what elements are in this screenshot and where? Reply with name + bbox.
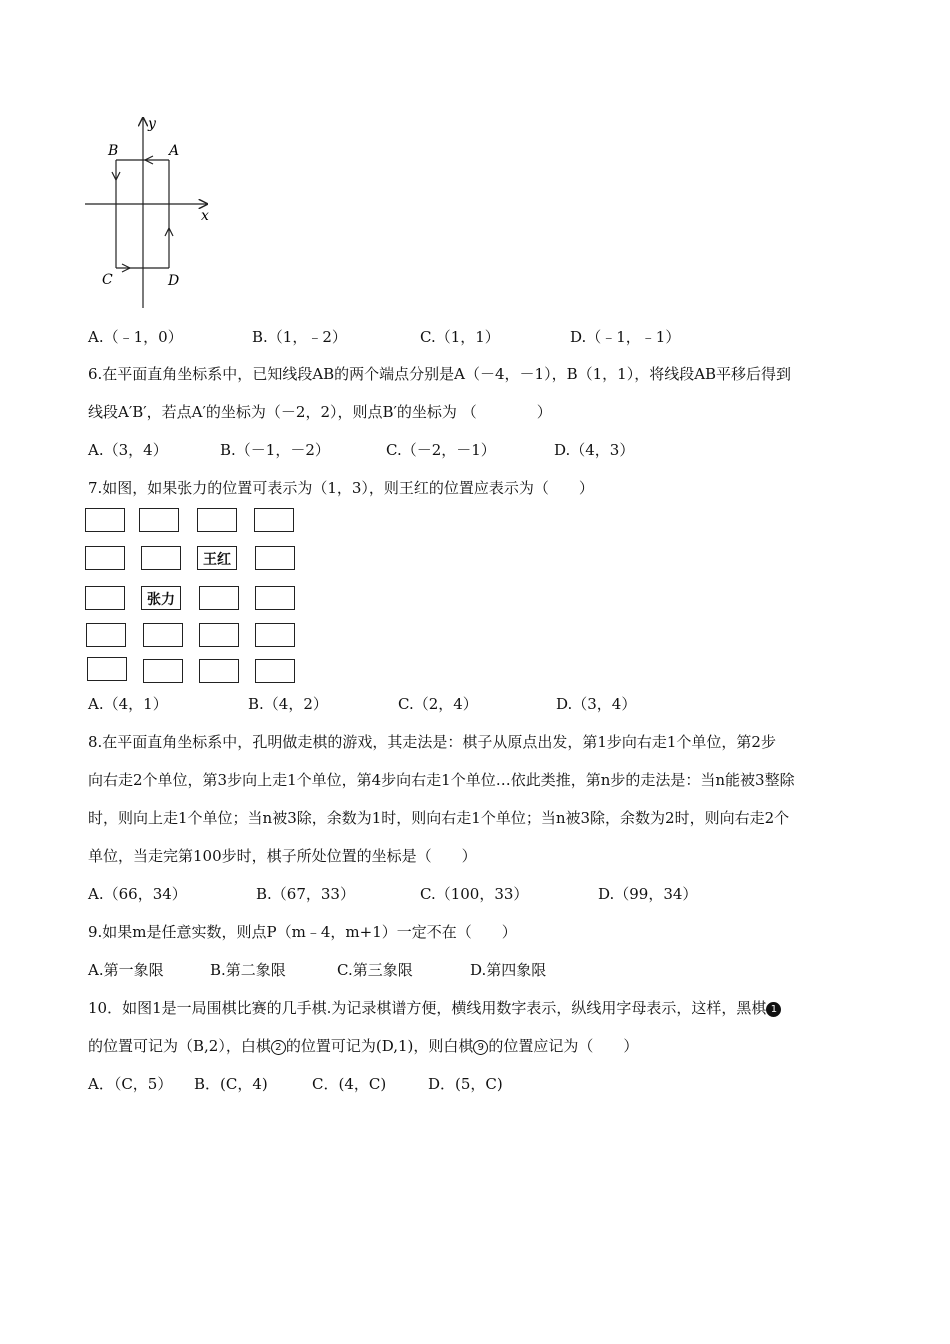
q10-option-b: B．(C，4) [194, 1075, 268, 1093]
q7-option-d: D.（3，4） [556, 695, 637, 713]
q8-option-c: C.（100，33） [420, 885, 529, 903]
q6-option-d: D.（4，3） [554, 441, 635, 459]
seat-label: 张力 [147, 591, 175, 608]
q10-text: 的位置可记为(D,1)，则白棋 [285, 1037, 474, 1055]
q6-text-line2: 线段A′B′，若点A′的坐标为（－2，2），则点B′的坐标为 （ ） [88, 403, 552, 421]
seat [85, 546, 125, 570]
black-stone-icon: 1 [766, 1002, 781, 1017]
q5-option-c: C.（1，1） [420, 328, 500, 346]
q9-option-b: B.第二象限 [210, 961, 286, 979]
seat [86, 623, 126, 647]
q6-option-b: B.（－1，－2） [220, 441, 330, 459]
seat [85, 586, 125, 610]
q6-option-c: C.（－2，－1） [386, 441, 496, 459]
q5-option-d: D.（﹣1，﹣1） [570, 328, 681, 346]
q9-option-d: D.第四象限 [470, 961, 547, 979]
q10-text: 的位置应记为（ ） [488, 1037, 639, 1055]
seat [197, 508, 237, 532]
seat [139, 508, 179, 532]
q8-option-d: D.（99，34） [598, 885, 698, 903]
seat [87, 657, 127, 681]
q6-text-line1: 6.在平面直角坐标系中，已知线段AB的两个端点分别是A（－4，－1），B（1，1），将线段AB平移后得到 [88, 365, 792, 383]
seat-wanghong [197, 546, 237, 570]
q10-option-c: C．(4，C) [312, 1075, 387, 1093]
seat [254, 508, 294, 532]
seat [255, 546, 295, 570]
q8-text-line4: 单位，当走完第100步时，棋子所处位置的坐标是（ ） [88, 847, 477, 865]
q9-text-line1: 9.如果m是任意实数，则点P（m﹣4，m+1）一定不在（ ） [88, 923, 517, 941]
seat [255, 659, 295, 683]
q10-text-line1 [88, 998, 781, 1018]
q9-option-c: C.第三象限 [337, 961, 413, 979]
seat-label: 王红 [203, 551, 231, 568]
q8-text-line1: 8.在平面直角坐标系中，孔明做走棋的游戏，其走法是：棋子从原点出发，第1步向右走1个单位，第2步 [88, 733, 776, 751]
q10-option-d: D．(5，C) [428, 1075, 503, 1093]
q10-option-a: A．（C，5） [88, 1075, 173, 1093]
seat [143, 659, 183, 683]
q7-option-c: C.（2，4） [398, 695, 478, 713]
q10-text: 10．如图1是一局围棋比赛的几手棋.为记录棋谱方便，横线用数字表示，纵线用字母表示，这样，黑棋 [88, 999, 767, 1017]
white-stone-icon: 9 [473, 1040, 488, 1055]
q5-option-a: A.（﹣1，0） [88, 328, 183, 346]
q10-text-line2 [88, 1036, 638, 1056]
q8-option-b: B.（67，33） [256, 885, 355, 903]
white-stone-icon: 2 [271, 1040, 286, 1055]
q5-option-b: B.（1，﹣2） [252, 328, 347, 346]
q7-option-b: B.（4，2） [248, 695, 328, 713]
y-axis-label: y [148, 116, 156, 132]
x-axis-label: x [201, 208, 209, 224]
coordinate-path-figure [80, 112, 220, 317]
point-a-label: A [169, 143, 180, 159]
seat [255, 623, 295, 647]
seat [199, 586, 239, 610]
seat-zhangli [141, 586, 181, 610]
q7-text-line1: 7.如图，如果张力的位置可表示为（1，3），则王红的位置应表示为（ ） [88, 479, 594, 497]
seat [85, 508, 125, 532]
q9-option-a: A.第一象限 [88, 961, 164, 979]
seat [143, 623, 183, 647]
q8-text-line2: 向右走2个单位，第3步向上走1个单位，第4步向右走1个单位…依此类推，第n步的走法是：当n能被3整除 [88, 771, 795, 789]
seat [255, 586, 295, 610]
point-b-label: B [108, 143, 119, 159]
q7-option-a: A.（4，1） [88, 695, 168, 713]
q10-text: 的位置可记为（B,2），白棋 [88, 1037, 271, 1055]
seat [199, 623, 239, 647]
seat [199, 659, 239, 683]
point-d-label: D [168, 273, 180, 289]
q8-text-line3: 时，则向上走1个单位；当n被3除，余数为1时，则向右走1个单位；当n被3除，余数为2时，则向右走2个 [88, 809, 790, 827]
q6-option-a: A.（3，4） [88, 441, 168, 459]
seat [141, 546, 181, 570]
q8-option-a: A.（66，34） [88, 885, 187, 903]
point-c-label: C [102, 272, 113, 288]
